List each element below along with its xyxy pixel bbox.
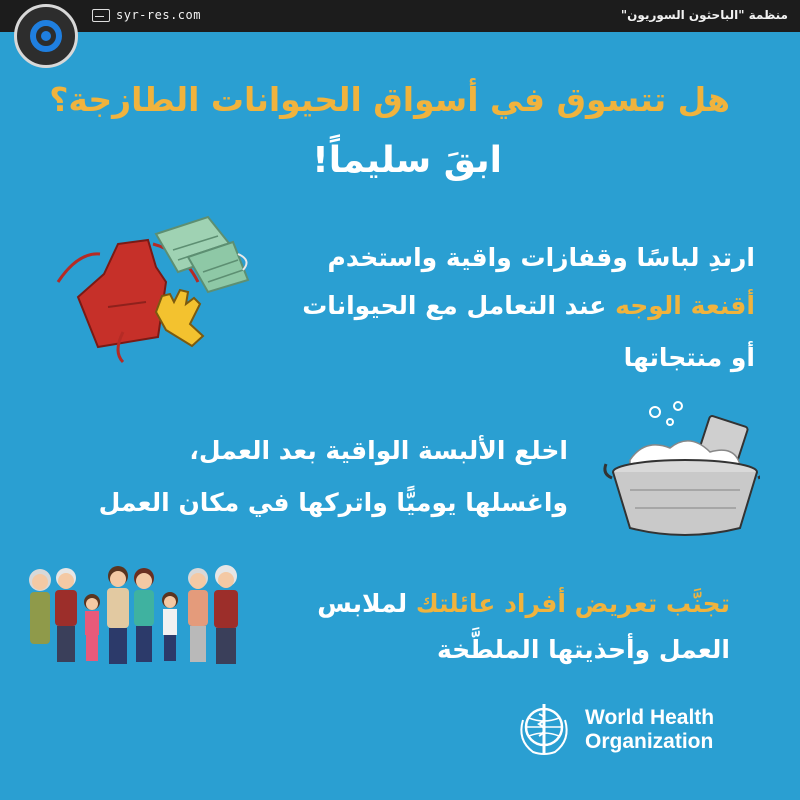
- who-name-line1: World Health: [585, 706, 715, 729]
- family-member: [134, 568, 154, 662]
- tip-family-line2: العمل وأحذيتها الملطَّخة: [436, 635, 730, 664]
- family-member: [55, 568, 77, 662]
- who-name-line2: Organization: [585, 730, 714, 753]
- who-emblem-icon: [515, 700, 573, 758]
- tip-wash-line2: واغسلها يوميًّا واتركها في مكان العمل: [98, 488, 568, 517]
- logo-dot: [41, 31, 51, 41]
- site-logo[interactable]: [14, 4, 78, 68]
- tip-family-line1-rest: لملابس: [317, 589, 416, 618]
- tip-ppe-line2: [302, 291, 755, 320]
- tip-ppe-line3: أو منتجاتها: [623, 343, 755, 372]
- web-icon: [92, 9, 110, 22]
- headline-slogan: ابقَ سليماً!: [312, 140, 502, 181]
- wash-tub-icon: [600, 400, 760, 545]
- tip-ppe-highlight: أقنعة الوجه: [615, 291, 755, 320]
- family-member: [162, 592, 178, 661]
- tip-ppe-line1: ارتدِ لباسًا وقفازات واقية واستخدم: [327, 243, 755, 272]
- tip-wash-line1: اخلع الألبسة الواقية بعد العمل،: [189, 436, 568, 465]
- family-member: [29, 569, 51, 644]
- tip-family-highlight: تجنَّب تعريض أفراد عائلتك: [415, 589, 730, 618]
- face-mask-icon: [156, 217, 248, 292]
- top-bar: [0, 0, 800, 32]
- family-member: [84, 594, 100, 661]
- ppe-illustration: [38, 212, 253, 367]
- site-url[interactable]: syr-res.com: [116, 8, 201, 22]
- glove-icon: [156, 290, 203, 346]
- organization-name: منظمة "الباحثون السوريون": [620, 8, 788, 22]
- family-member: [214, 565, 238, 664]
- family-illustration: [20, 562, 252, 670]
- tip-family-line1: [317, 589, 730, 618]
- tip-ppe-line2-rest: عند التعامل مع الحيوانات: [302, 291, 616, 320]
- family-member: [107, 566, 129, 664]
- headline-question: هل تتسوق في أسواق الحيوانات الطازجة؟: [49, 80, 730, 119]
- family-member: [188, 568, 208, 662]
